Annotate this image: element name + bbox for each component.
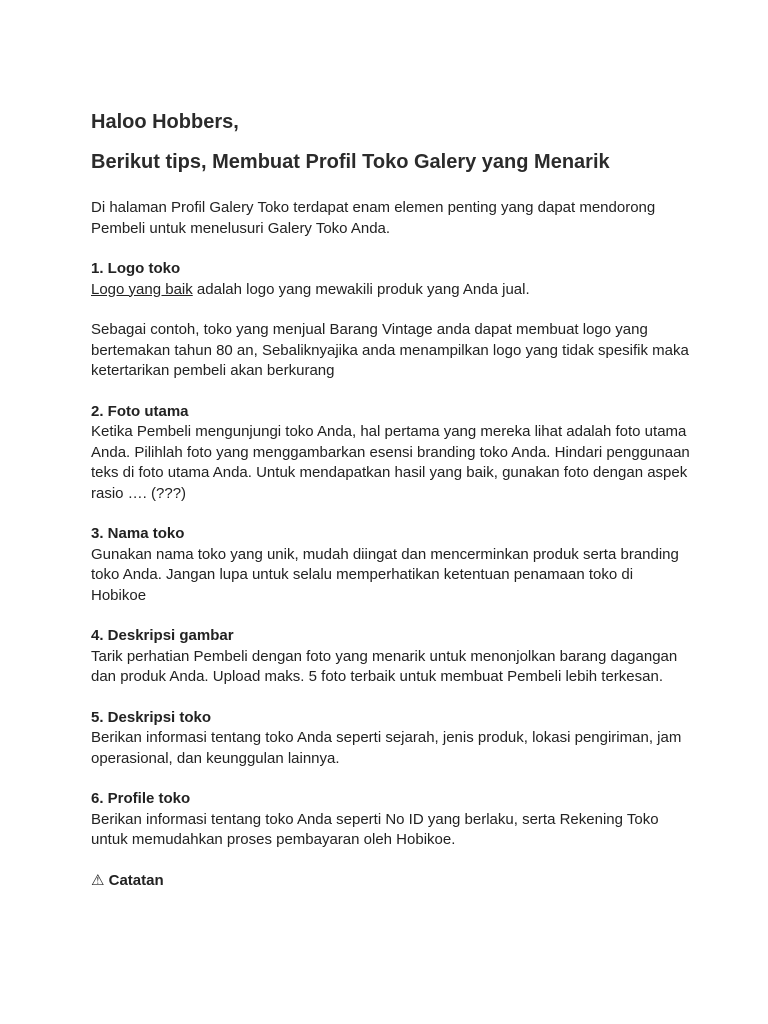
section-foto-utama — [91, 402, 691, 505]
document-title: Berikut tips, Membuat Profil Toko Galery yang Menarik — [91, 151, 610, 173]
intro-paragraph: Di halaman Profil Galery Toko terdapat enam elemen penting yang dapat mendorong Pembeli untuk menelusuri Galery Toko Anda. — [91, 199, 656, 237]
section-nama-toko — [91, 524, 691, 606]
section-heading: 6. Profile toko — [91, 790, 191, 807]
section-logo-toko — [91, 259, 691, 300]
section-heading: 3. Nama toko — [91, 525, 185, 542]
section-heading: 2. Foto utama — [91, 402, 189, 420]
note-heading: ⚠ Catatan — [91, 871, 164, 889]
section-body: Gunakan nama toko yang unik, mudah diingat dan mencerminkan produk serta branding toko Anda. Jangan lupa untuk selalu memperhatikan ketentuan penamaan toko di Hobikoe — [91, 545, 679, 604]
section-body: Berikan informasi tentang toko Anda seperti No ID yang berlaku, serta Rekening Toko untuk memudahkan proses pembayaran oleh Hobikoe. — [91, 810, 659, 848]
section-body: Berikan informasi tentang toko Anda seperti sejarah, jenis produk, lokasi pengiriman, jam operasional, dan keunggulan lainnya. — [91, 729, 682, 767]
greeting: Haloo Hobbers, — [91, 111, 239, 133]
section-heading: 4. Deskripsi gambar — [91, 627, 234, 644]
section-body-text: adalah logo yang mewakili produk yang Anda jual. — [192, 280, 530, 298]
section-deskripsi-gambar — [91, 626, 691, 688]
section-body: Ketika Pembeli mengunjungi toko Anda, hal pertama yang mereka lihat adalah foto utama Anda. Pilihlah foto yang menggambarkan esensi branding toko Anda. Hindari penggunaan teks di foto utama Anda. Untuk mendapatkan hasil yang baik, gunakan foto dengan aspek rasio …. (???) — [91, 423, 690, 502]
section-profile-toko — [91, 789, 691, 851]
section-body: Tarik perhatian Pembeli dengan foto yang menarik untuk menonjolkan barang dagangan dan produk Anda. Upload maks. 5 foto terbaik untuk membuat Pembeli lebih terkesan. — [91, 647, 678, 685]
logo-example-paragraph: Sebagai contoh, toko yang menjual Barang Vintage anda dapat membuat logo yang bertemakan tahun 80 an, Sebaliknyajika anda menampilkan logo yang tidak spesifik maka ketertarikan pembeli akan berkurang — [91, 321, 689, 379]
section-heading: 1. Logo toko — [91, 260, 181, 277]
section-body — [91, 280, 691, 301]
document-page — [91, 108, 691, 891]
logo-yang-baik-link[interactable]: Logo yang baik — [91, 280, 193, 298]
section-deskripsi-toko — [91, 708, 691, 770]
section-heading: 5. Deskripsi toko — [91, 708, 212, 726]
